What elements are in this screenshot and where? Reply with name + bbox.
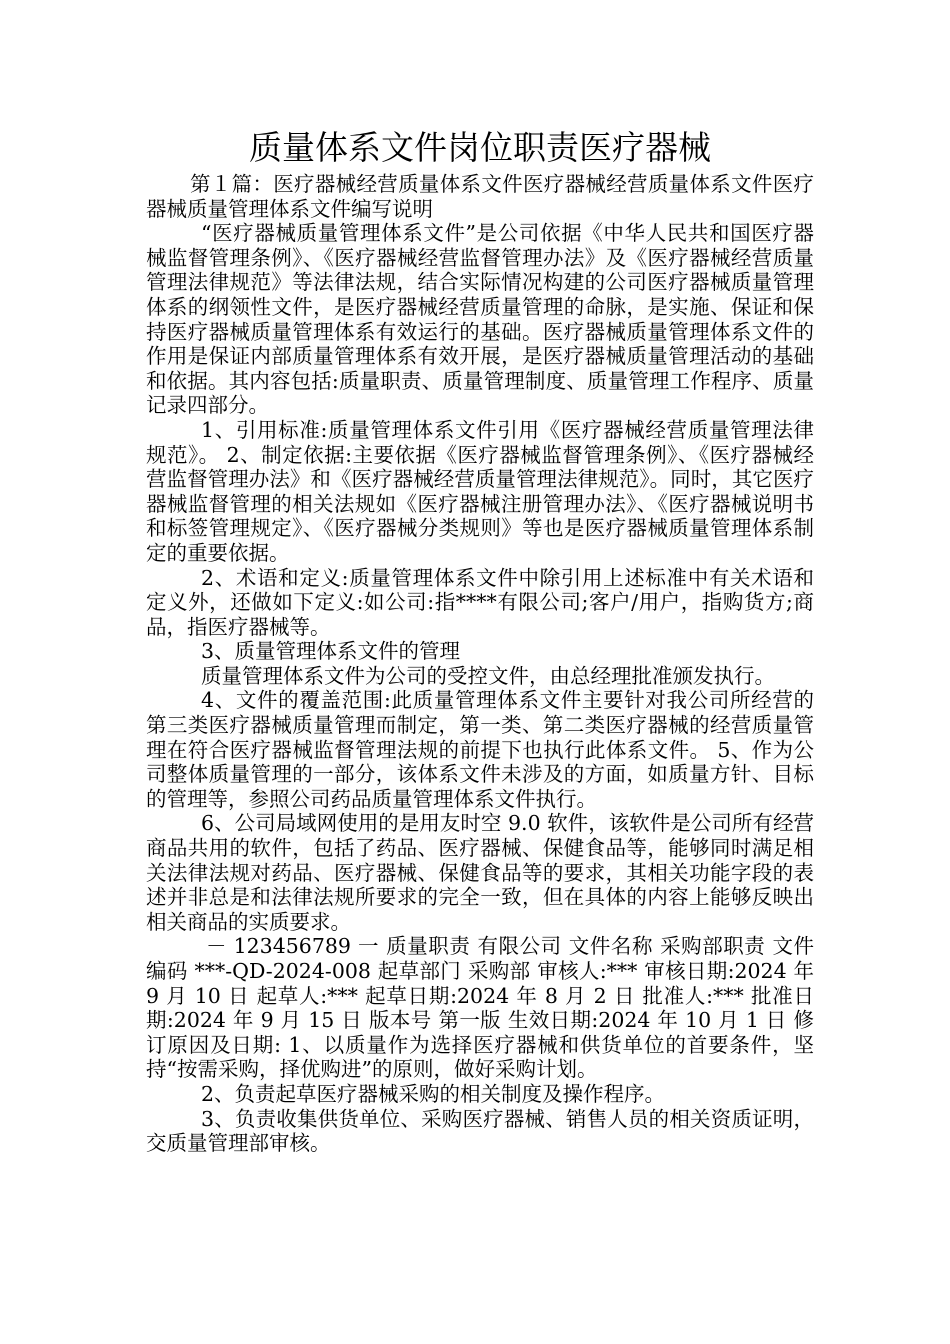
body-paragraph: 2、术语和定义:质量管理体系文件中除引用上述标准中有关术语和定义外，还做如下定义:如公司:指****有限公司;客户/用户，指购货方;商品，指医疗器械等。	[146, 565, 814, 639]
body-paragraph: 3、负责收集供货单位、采购医疗器械、销售人员的相关资质证明，交质量管理部审核。	[146, 1106, 814, 1156]
section-heading: 第１篇：医疗器械经营质量体系文件医疗器械经营质量体系文件医疗器械质量管理体系文件编写说明	[146, 172, 814, 221]
body-paragraph: “医疗器械质量管理体系文件”是公司依据《中华人民共和国医疗器械监督管理条例》、《医疗器械经营监督管理办法》及《医疗器械经营质量管理法律规范》等法律法规，结合实际情况构建的公司医疗器械质量管理体系的纲领性文件，是医疗器械经营质量管理的命脉，是实施、保证和保持医疗器械质量管理体系有效运行的基础。医疗器械质量管理体系文件的作用是保证内部质量管理体系有效开展，是医疗器械质量管理活动的基础和依据。其内容包括:质量职责、质量管理制度、质量管理工作程序、质量记录四部分。	[146, 221, 814, 418]
body-paragraph: 2、负责起草医疗器械采购的相关制度及操作程序。	[201, 1081, 666, 1106]
form-info-paragraph: － 123456789 一 质量职责 有限公司 文件名称 采购部职责 文件编码 ***-QD-2024-008 起草部门 采购部 审核人:*** 审核日期:2024 年 9 月 10 日 起草人:*** 起草日期:2024 年 8 月 2 日 批准人:*** 批准日期:2024 年 9 月 15 日 版本号 第一版 生效日期:2024 年 10 月 1 日 修订原因及日期: 1、以质量作为选择医疗器械和供货单位的首要条件，坚持“按需采购，择优购进”的原则，做好采购计划。	[146, 934, 814, 1082]
document-title: 质量体系文件岗位职责医疗器械	[249, 128, 711, 167]
body-paragraph: 1、引用标准:质量管理体系文件引用《医疗器械经营质量管理法律规范》。 2、制定依据:主要依据《医疗器械监督管理条例》、《医疗器械经营监督管理办法》和《医疗器械经营质量管理法律规范》。同时，其它医疗器械监督管理的相关法规如《医疗器械注册管理办法》、《医疗器械说明书和标签管理规定》、《医疗器械分类规则》等也是医疗器械质量管理体系制定的重要依据。	[146, 417, 814, 565]
document-page	[146, 124, 814, 1156]
body-paragraph: 质量管理体系文件为公司的受控文件，由总经理批准颁发执行。	[201, 663, 775, 688]
body-paragraph: 6、公司局域网使用的是用友时空 9.0 软件，该软件是公司所有经营商品共用的软件，包括了药品、医疗器械、保健食品等，能够同时满足相关法律法规对药品、医疗器械、保健食品等的要求，其相关功能字段的表述并非总是和法律法规所要求的完全一致，但在具体的内容上能够反映出相关商品的实质要求。	[146, 811, 814, 934]
body-paragraph: 3、质量管理体系文件的管理	[201, 639, 461, 664]
body-paragraph: 4、文件的覆盖范围:此质量管理体系文件主要针对我公司所经营的第三类医疗器械质量管理而制定，第一类、第二类医疗器械的经营质量管理在符合医疗器械监督管理法规的前提下也执行此体系文件。 5、作为公司整体质量管理的一部分，该体系文件未涉及的方面，如质量方针、目标的管理等，参照公司药品质量管理体系文件执行。	[146, 688, 814, 811]
